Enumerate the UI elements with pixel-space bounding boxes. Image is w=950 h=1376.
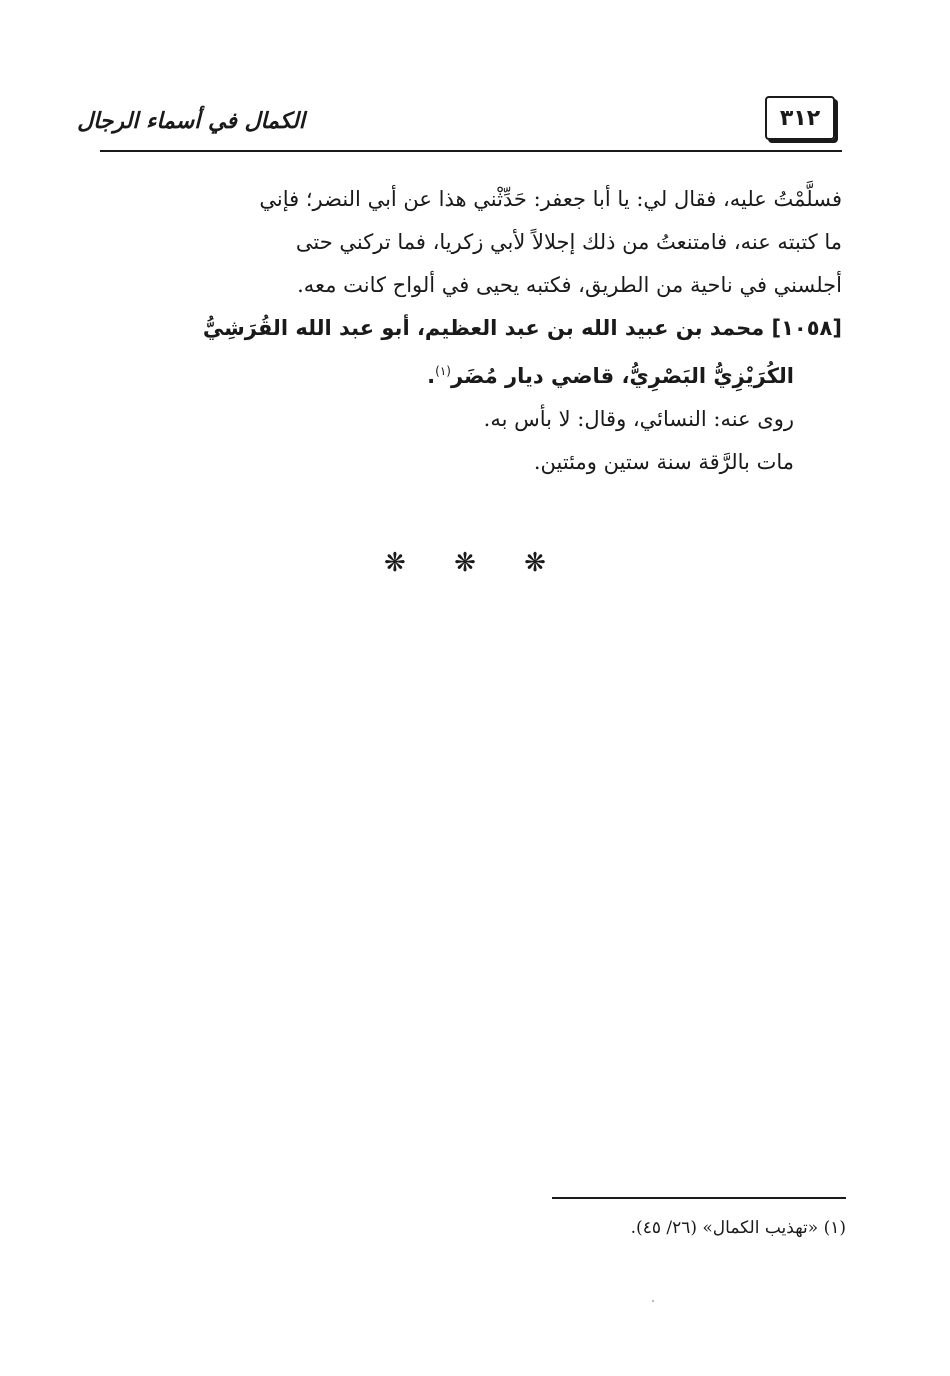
- entry-heading-continued: [100, 350, 842, 398]
- footnote-reference: (١): [435, 364, 451, 378]
- footnote: (١) «تهذيب الكمال» (٢٦/ ٤٥).: [630, 1218, 846, 1238]
- header-rule: [100, 150, 842, 152]
- running-title: الكمال في أسماء الرجال: [77, 108, 305, 134]
- section-separator: ❋ ❋ ❋: [384, 548, 566, 578]
- paragraph-line: فسلَّمْتُ عليه، فقال لي: يا أبا جعفر: حَدِّثْني هذا عن أبي النضر؛ فإني: [259, 187, 842, 211]
- narration-line: روى عنه: النسائي، وقال: لا بأس به.: [483, 407, 794, 431]
- entry-heading: [١٠٥٨] محمد بن عبيد الله بن عبد العظيم، أبو عبد الله القُرَشِيُّ: [202, 316, 842, 340]
- body-text: [100, 178, 842, 484]
- paragraph-line: ما كتبته عنه، فامتنعتُ من ذلك إجلالاً لأبي زكريا، فما تركني حتى: [295, 230, 842, 254]
- page-number: ٣١٢: [765, 96, 835, 140]
- death-line: مات بالرَّقة سنة ستين ومئتين.: [533, 450, 794, 474]
- paragraph-line: أجلسني في ناحية من الطريق، فكتبه يحيى في ألواح كانت معه.: [297, 273, 842, 297]
- entry-end-punct: .: [427, 364, 436, 388]
- scan-speck: [652, 1300, 654, 1302]
- entry-name: الكُرَيْزِيُّ البَصْرِيُّ، قاضي ديار مُضَر: [450, 364, 794, 388]
- footnote-rule: [552, 1197, 846, 1199]
